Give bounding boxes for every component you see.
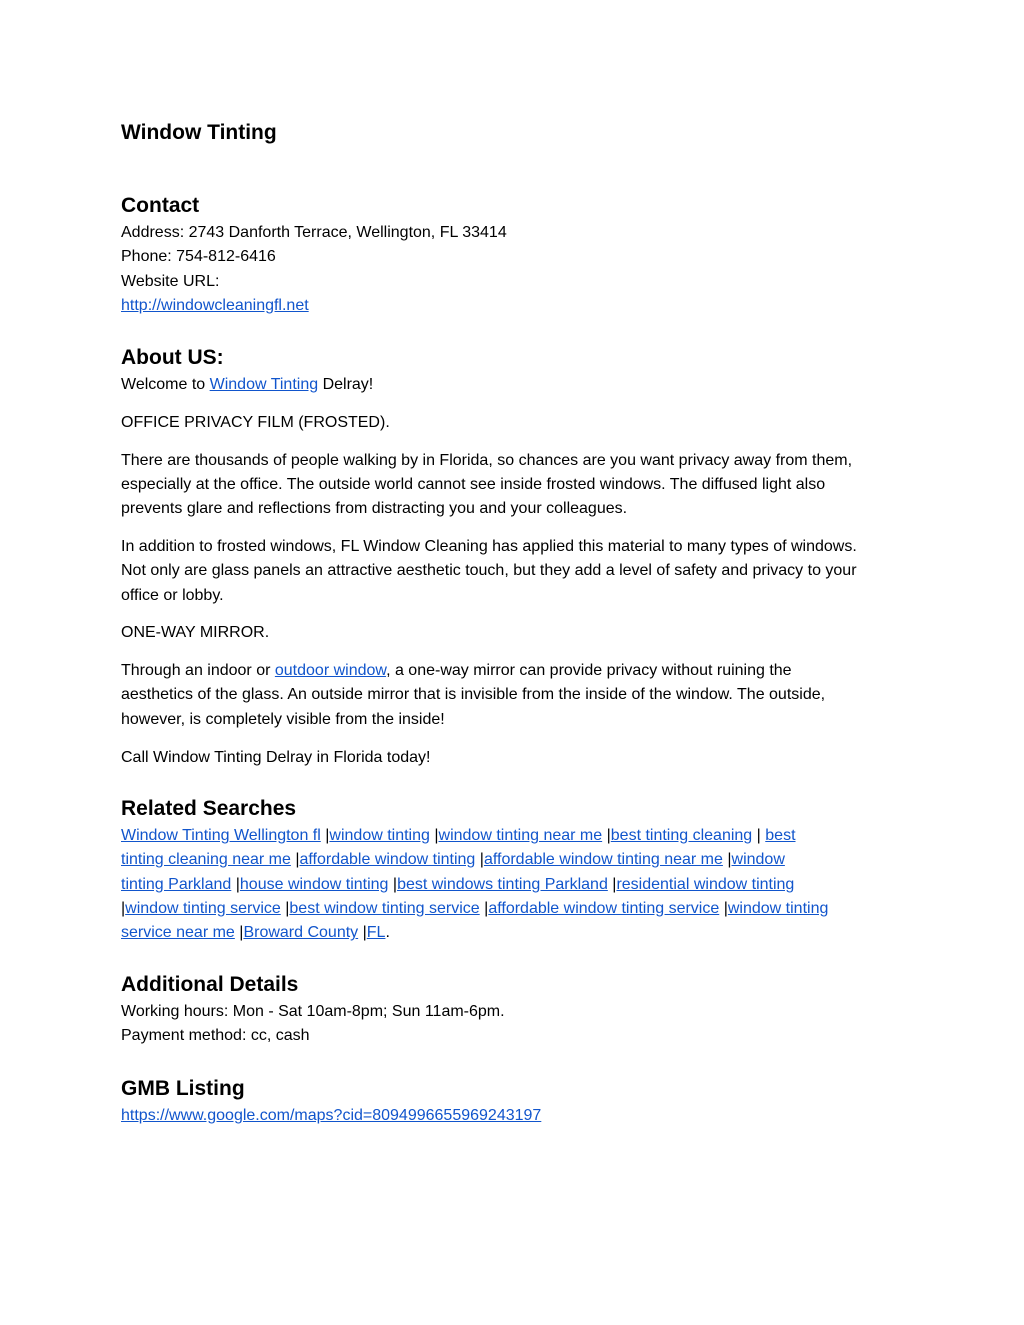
- about-p3-line: Not only are glass panels an attractive aesthetic touch, but they add a level of safety and privacy to your: [121, 562, 857, 580]
- related-link[interactable]: affordable window tinting near me: [483, 851, 723, 869]
- related-searches-section: [121, 794, 911, 945]
- related-link[interactable]: best tinting cleaning: [610, 827, 753, 844]
- related-line: [121, 921, 911, 945]
- related-link[interactable]: Window Tinting Wellington fl: [121, 827, 321, 844]
- related-link-part[interactable]: service near me: [121, 924, 235, 942]
- additional-details-section: [121, 970, 911, 1049]
- about-p3: [121, 535, 911, 608]
- gmb-section: [121, 1074, 911, 1128]
- contact-address: Address: 2743 Danforth Terrace, Wellington, FL 33414: [121, 224, 507, 241]
- separator: |: [325, 827, 330, 844]
- related-link[interactable]: best window tinting service: [289, 899, 480, 917]
- about-heading: About US:: [121, 346, 224, 369]
- about-p5-line: aesthetics of the glass. An outside mirror that is invisible from the inside of the window. The outside,: [121, 686, 826, 704]
- related-heading: Related Searches: [121, 797, 297, 820]
- separator: |: [612, 875, 617, 893]
- about-p2-line: prevents glare and reflections from distracting you and your colleagues.: [121, 500, 628, 518]
- contact-heading: Contact: [121, 194, 200, 217]
- details-heading: Additional Details: [121, 973, 299, 996]
- related-link-part[interactable]: window: [731, 851, 785, 869]
- related-link[interactable]: FL: [366, 924, 386, 942]
- separator: |: [727, 851, 732, 869]
- separator: |: [239, 924, 244, 942]
- contact-website-label: Website URL:: [121, 272, 220, 290]
- contact-website-link[interactable]: http://windowcleaningfl.net: [121, 296, 309, 314]
- separator: |: [295, 851, 300, 869]
- related-link[interactable]: residential window tinting: [616, 875, 795, 893]
- related-link[interactable]: window tinting near me: [438, 827, 603, 844]
- related-link-part[interactable]: best: [765, 827, 796, 844]
- separator: |: [723, 899, 728, 917]
- separator: |: [121, 899, 126, 917]
- about-p4: ONE-WAY MIRROR.: [121, 624, 270, 642]
- related-link-part[interactable]: tinting Parkland: [121, 875, 232, 893]
- related-line: [121, 873, 911, 897]
- about-p5-line: [121, 659, 911, 683]
- related-line: [121, 848, 911, 872]
- about-p2-line: especially at the office. The outside world cannot see inside frosted windows. The diffused light also: [121, 475, 826, 493]
- page-title: Window Tinting: [121, 121, 277, 144]
- related-link[interactable]: house window tinting: [239, 875, 389, 893]
- separator: |: [392, 875, 398, 893]
- separator: |: [756, 827, 761, 844]
- related-link[interactable]: Broward County: [243, 924, 359, 942]
- about-window-tinting-link[interactable]: Window Tinting: [209, 376, 319, 393]
- contact-phone: Phone: 754-812-6416: [121, 248, 276, 266]
- gmb-heading: GMB Listing: [121, 1077, 245, 1100]
- working-hours: Working hours: Mon - Sat 10am-8pm; Sun 11am-6pm.: [121, 1003, 505, 1020]
- about-p5-suffix: , a one-way mirror can provide privacy without ruining the: [386, 662, 792, 680]
- separator: |: [235, 875, 240, 893]
- about-welcome: [121, 373, 911, 397]
- about-p5: [121, 659, 911, 732]
- about-p1: OFFICE PRIVACY FILM (FROSTED).: [121, 413, 390, 431]
- separator: |: [484, 899, 489, 917]
- related-line: [121, 824, 911, 848]
- separator: |: [479, 851, 484, 869]
- about-p3-line: office or lobby.: [121, 586, 224, 604]
- about-welcome-suffix: Delray!: [318, 376, 374, 393]
- outdoor-window-link[interactable]: outdoor window: [274, 662, 387, 680]
- related-link[interactable]: window tinting service: [125, 899, 281, 917]
- related-link[interactable]: best windows tinting Parkland: [397, 875, 608, 893]
- about-p2-line: There are thousands of people walking by in Florida, so chances are you want privacy away from them,: [121, 451, 853, 469]
- about-welcome-prefix: Welcome to: [121, 376, 210, 393]
- related-link[interactable]: affordable window tinting service: [488, 899, 720, 917]
- separator: |: [434, 827, 439, 844]
- contact-section: [121, 191, 911, 318]
- related-line: [121, 897, 911, 921]
- related-link[interactable]: window tinting: [329, 827, 430, 844]
- gmb-link[interactable]: https://www.google.com/maps?cid=8094996655969243197: [121, 1107, 542, 1124]
- about-p6: Call Window Tinting Delray in Florida today!: [121, 748, 431, 766]
- related-link-part[interactable]: tinting cleaning near me: [121, 851, 291, 869]
- separator: |: [362, 924, 367, 942]
- separator: |: [285, 899, 290, 917]
- about-p2: [121, 449, 911, 522]
- about-section: [121, 343, 911, 770]
- about-p5-line: however, is completely visible from the inside!: [121, 710, 445, 728]
- related-end: .: [385, 924, 390, 942]
- payment-method: Payment method: cc, cash: [121, 1027, 310, 1045]
- separator: |: [606, 827, 611, 844]
- about-p3-line: In addition to frosted windows, FL Window Cleaning has applied this material to many types of windows.: [121, 537, 857, 555]
- related-link-part[interactable]: window tinting: [727, 899, 829, 917]
- related-link[interactable]: affordable window tinting: [299, 851, 476, 869]
- about-p5-prefix: Through an indoor or: [121, 662, 275, 680]
